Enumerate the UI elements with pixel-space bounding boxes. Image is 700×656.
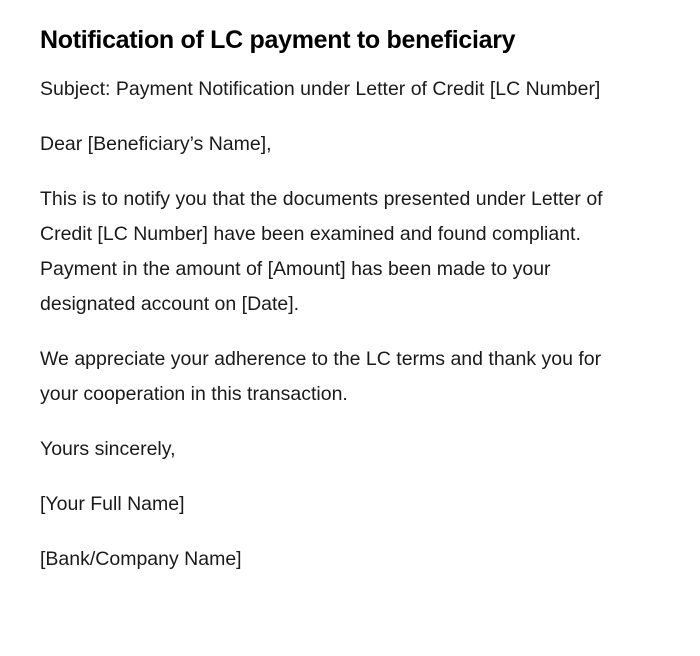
closing: Yours sincerely,	[40, 438, 176, 460]
salutation: Dear [Beneficiary’s Name],	[40, 133, 272, 155]
signer-name: [Your Full Name]	[40, 493, 185, 515]
signer-company: [Bank/Company Name]	[40, 548, 242, 570]
document-title: Notification of LC payment to beneficiary	[40, 26, 516, 54]
body-paragraph: We appreciate your adherence to the LC terms and thank you for your cooperation in this transaction.	[40, 348, 602, 405]
letter	[40, 24, 640, 597]
subject-line: Subject: Payment Notification under Letter of Credit [LC Number]	[40, 78, 601, 100]
body-paragraph: This is to notify you that the documents presented under Letter of Credit [LC Number] have been examined and found compliant. Payment in the amount of [Amount] has been made to your designated account on [Date].	[40, 188, 603, 315]
